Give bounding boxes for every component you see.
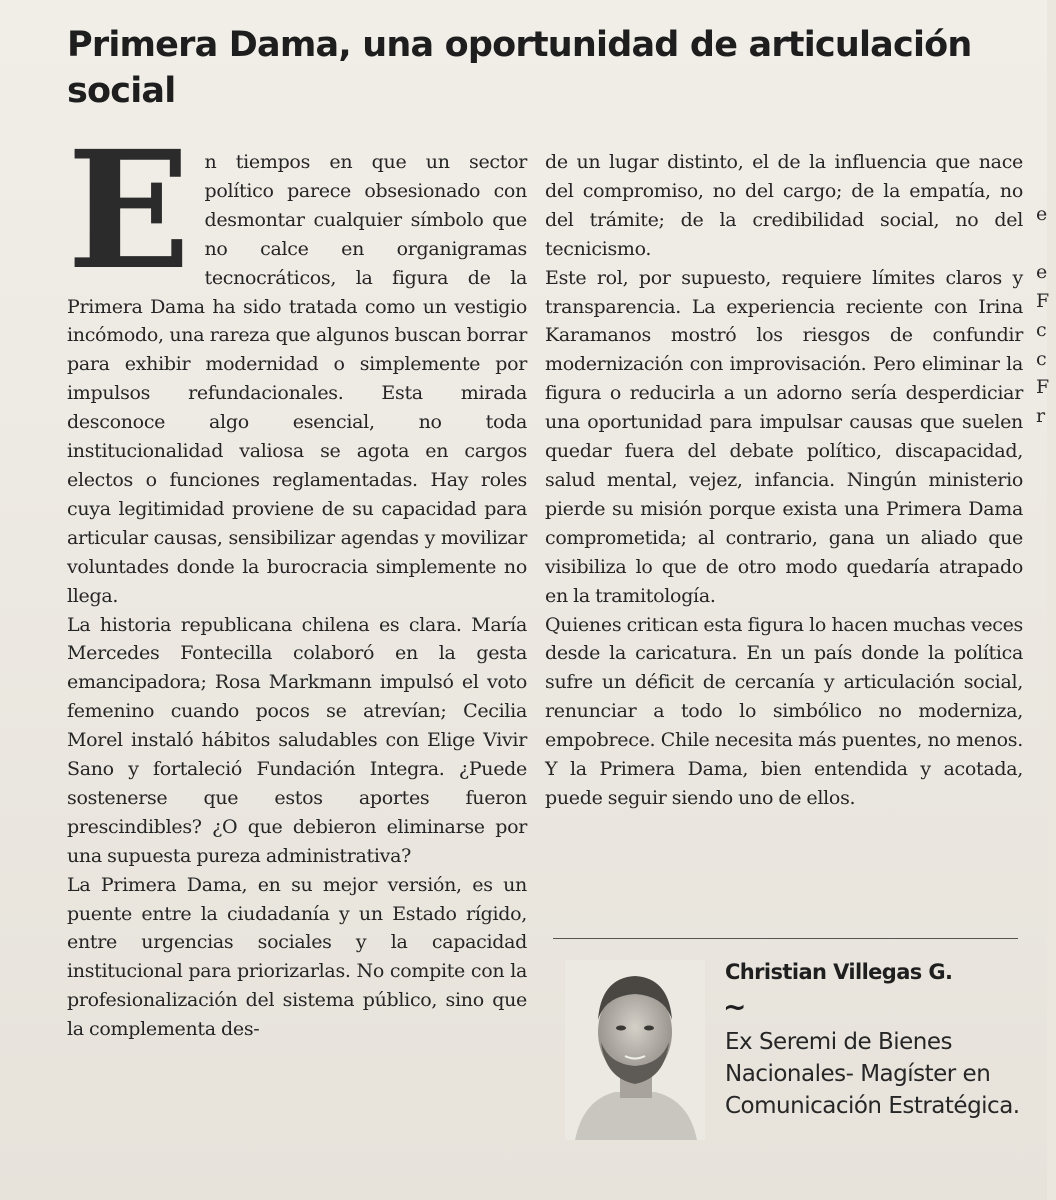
article-paragraph-4: de un lugar distinto, el de la influencia que nace del compromiso, no del cargo; de la empatía, no del trámite; de la credibilidad social, no del tecnicismo. <box>545 151 1023 260</box>
edge-letter: e <box>1036 203 1048 225</box>
article-paragraph-5: Este rol, por supuesto, requiere límites claros y transparencia. La experiencia reciente con Irina Karamanos mostró los riesgos de confundir modernización con improvisación. Pero eliminar la figura o reducirla a un adorno sería desperdiciar una oportunidad para impulsar causas que suelen quedar fuera del debate político, discapacidad, salud mental, vejez, infancia. Ningún ministerio pierde su misión porque exista una Primera Dama comprometida; al contrario, gana un aliado que visibiliza lo que de otro modo quedaría atrapado en la tramitología. <box>545 266 1023 607</box>
author-photo <box>565 960 705 1140</box>
edge-letter: e <box>1036 260 1048 283</box>
edge-letter: F <box>1036 289 1050 312</box>
article-right-column <box>545 148 1023 813</box>
edge-letter: r <box>1036 405 1046 428</box>
edge-letter: c <box>1036 347 1047 370</box>
article-left-column <box>67 116 527 1044</box>
author-name: Christian Villegas G. <box>725 960 953 984</box>
edge-letter: c <box>1036 318 1047 341</box>
article-paragraph-6: Quienes critican esta figura lo hacen muchas veces desde la caricatura. En un país donde la política sufre un déficit de cercanía y articulación social, renunciar a todo lo simbólico no moderniza, empobrece. Chile necesita más puentes, no menos. Y la Primera Dama, bien entendida y acotada, puede seguir siendo uno de ellos. <box>545 613 1023 809</box>
edge-letter: F <box>1036 376 1050 399</box>
paragraph-1-text: n tiempos en que un sector político parece obsesionado con desmontar cualquier símbolo que no calce en organigramas tecnocráticos, la figura de la Primera Dama ha sido tratada como un vestigio incómodo, una rareza que algunos buscan borrar para exhibir modernidad o simplemente por impulsos refundacionales. Esta mirada desconoce algo esencial, no toda institucionalidad valiosa se agota en cargos electos o funciones reglamentadas. Hay roles cuya legitimidad proviene de su capacidad para articular causas, sensibilizar agendas y movilizar voluntades donde la burocracia simplemente no llega. <box>67 151 527 607</box>
article-paragraph-1 <box>67 116 527 611</box>
drop-cap: E <box>67 116 191 306</box>
article-paragraph-3: La Primera Dama, en su mejor versión, es un puente entre la ciudadanía y un Estado rígido, entre urgencias sociales y la capacidad institucional para priorizarlas. No compite con la profesionalización del sistema público, sino que la complementa des- <box>67 873 527 1041</box>
author-bio: Ex Seremi de Bienes Nacionales- Magíster en Comunicación Estratégica. <box>725 1029 1020 1119</box>
article-headline: Primera Dama, una oportunidad de articulación social <box>67 25 972 111</box>
author-divider <box>553 938 1018 939</box>
author-separator-glyph: ~ <box>723 990 747 1023</box>
adjacent-column-edge <box>1036 200 1056 431</box>
article-paragraph-2: La historia republicana chilena es clara. María Mercedes Fontecilla colaboró en la gesta emancipadora; Rosa Markmann impulsó el voto femenino cuando pocos se atrevían; Cecilia Morel instaló hábitos saludables con Elige Vivir Sano y fortaleció Fundación Integra. ¿Puede sostenerse que estos aportes fueron prescindibles? ¿O que debieron eliminarse por una supuesta pureza administrativa? <box>67 613 527 867</box>
